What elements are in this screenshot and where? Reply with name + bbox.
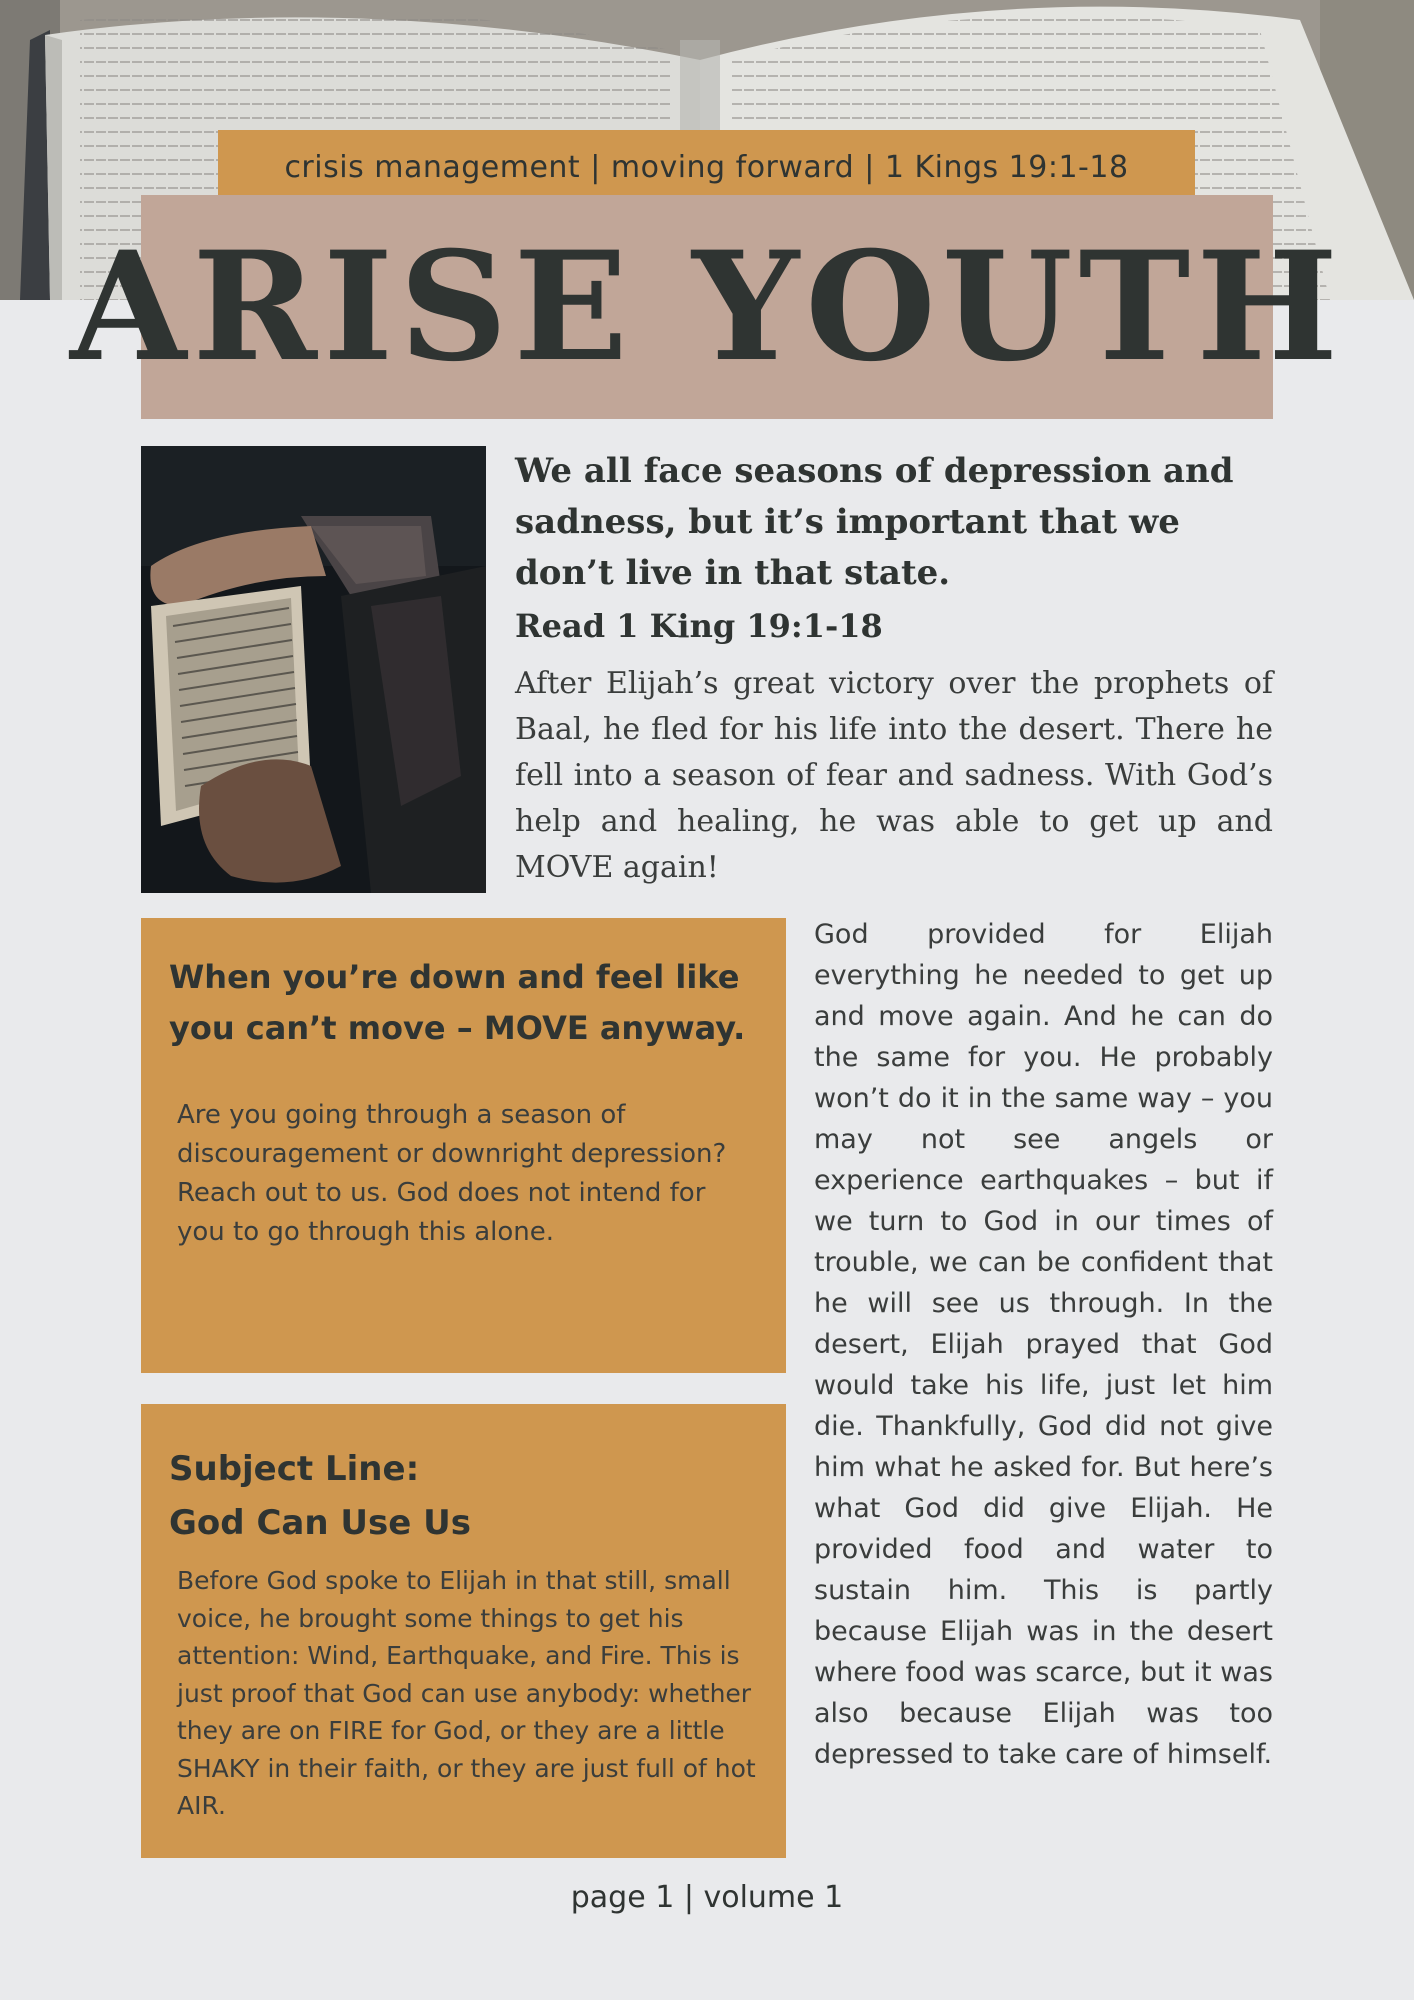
- subject-line-title: God Can Use Us: [169, 1503, 471, 1543]
- subject-line-body: Before God spoke to Elijah in that still, small voice, he brought some things to get his attention: Wind, Earthquake, and Fire. This is just proof that God can use anybody: whether they are on FIRE for God, or they are a little SHAKY in their faith, or they are just full of hot AIR.: [177, 1566, 756, 1820]
- callout-body-question: Are you going through a season of discouragement or downright depression?: [177, 1100, 727, 1169]
- callout-box-move-anyway: [141, 918, 786, 1373]
- lead-section: [515, 446, 1273, 891]
- callout-body-reach-out: Reach out to us. God does not intend for you to go through this alone.: [177, 1178, 706, 1247]
- title-banner: [70, 195, 1344, 419]
- callout-heading: When you’re down and feel like you can’t move – MOVE anyway.: [169, 958, 746, 1047]
- article-right-column: God provided for Elijah everything he needed to get up and move again. And he can do the same for you. He probably won’t do it in the same way – you may not see angels or experience earthquakes – but if we turn to God in our times of trouble, we can be confident that he will see us through. In the desert, Elijah prayed that God would take his life, just let him die. Thankfully, God did not give him what he asked for. But here’s what God did give Elijah. He provided food and water to sustain him. This is partly because Elijah was in the desert where food was scarce, but it was also because Elijah was too depressed to take care of himself.: [814, 919, 1273, 1770]
- subject-line-heading: [169, 1404, 756, 1550]
- page-title: ARISE YOUTH: [70, 219, 1344, 395]
- lead-body: After Elijah’s great victory over the prophets of Baal, he fled for his life into the desert. There he fell into a season of fear and sadness. With God’s help and healing, he was able to get up and MOVE again!: [515, 666, 1273, 885]
- scripture-reference: Read 1 King 19:1-18: [515, 607, 883, 645]
- subject-line-label: Subject Line:: [169, 1449, 420, 1489]
- page-footer: page 1 | volume 1: [570, 1880, 844, 1915]
- lead-intro: We all face seasons of depression and sadness, but it’s important that we don’t live in that state.: [515, 451, 1234, 593]
- callout-box-god-can-use-us: [141, 1404, 786, 1858]
- subtitle-banner: [218, 130, 1195, 205]
- subtitle-text: crisis management | moving forward | 1 Kings 19:1-18: [284, 150, 1129, 185]
- reading-bible-photo: [141, 446, 486, 893]
